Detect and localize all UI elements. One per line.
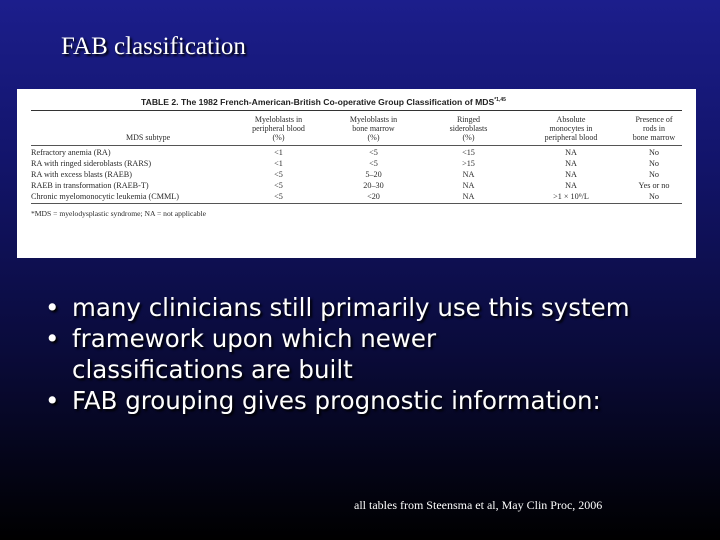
table-cell: <15 bbox=[462, 148, 475, 157]
table-cell: NA bbox=[565, 148, 577, 157]
table-cell: <5 bbox=[274, 192, 283, 201]
table-cell: NA bbox=[565, 170, 577, 179]
table-header-line: Absolute bbox=[556, 115, 586, 124]
table-row bbox=[31, 191, 682, 202]
mds-subtype-cell: RA with ringed sideroblasts (RARS) bbox=[31, 159, 152, 168]
table-header-line: (%) bbox=[367, 133, 380, 142]
slide-title: FAB classification bbox=[61, 33, 246, 60]
table-cell: 5–20 bbox=[365, 170, 382, 179]
table-header-line: sideroblasts bbox=[449, 124, 488, 133]
table-header-line: (%) bbox=[272, 133, 285, 142]
table-cell: <5 bbox=[274, 170, 283, 179]
table-cell: No bbox=[648, 170, 659, 179]
table-header-cell bbox=[421, 115, 516, 142]
table-header-cell bbox=[516, 115, 626, 142]
table-header-cell bbox=[326, 115, 421, 142]
bullet-dot-icon: • bbox=[45, 386, 60, 415]
table-row bbox=[31, 180, 682, 191]
table-caption-sup: *1,45 bbox=[494, 97, 506, 104]
table-header-cell bbox=[31, 133, 231, 142]
table-header-cell bbox=[626, 115, 682, 142]
table-header-line: monocytes in bbox=[549, 124, 593, 133]
table-header-line: Ringed bbox=[456, 115, 481, 124]
table-footnote: *MDS = myelodysplastic syndrome; NA = not applicable bbox=[31, 209, 206, 218]
bullet-list bbox=[45, 292, 710, 416]
table-header-line: bone marrow bbox=[352, 124, 395, 133]
bullet-line: framework upon which newer bbox=[72, 324, 437, 353]
table-header-line: bone marrow bbox=[632, 133, 676, 142]
table-header-line: (%) bbox=[462, 133, 475, 142]
bullet-line: FAB grouping gives prognostic information: bbox=[72, 386, 601, 415]
mds-subtype-cell: RA with excess blasts (RAEB) bbox=[31, 170, 132, 179]
table-cell: >1 × 10⁹/L bbox=[553, 192, 589, 201]
table-cell: NA bbox=[462, 192, 475, 201]
table-cell: NA bbox=[462, 170, 475, 179]
table-cell: <5 bbox=[369, 159, 378, 168]
table-cell: >15 bbox=[462, 159, 475, 168]
table-cell: 20–30 bbox=[363, 181, 384, 190]
table-cell: <1 bbox=[274, 159, 283, 168]
table-cell: NA bbox=[565, 181, 577, 190]
table-caption-text: TABLE 2. The 1982 French-American-British Co-operative Group Classification of MDS bbox=[141, 97, 495, 107]
bullet-text bbox=[72, 386, 601, 415]
bullet-line: classifications are built bbox=[72, 355, 353, 384]
table-cell: No bbox=[648, 192, 659, 201]
table-header-line: Presence of bbox=[635, 115, 673, 124]
table-header-line: Myeloblasts in bbox=[254, 115, 303, 124]
bullet-text bbox=[72, 293, 630, 322]
mds-subtype-cell: Chronic myelomonocytic leukemia (CMML) bbox=[31, 192, 180, 201]
table-cell: <1 bbox=[274, 148, 283, 157]
table-caption bbox=[31, 97, 682, 107]
bullet-item bbox=[45, 323, 710, 385]
table-header-line: Myeloblasts in bbox=[349, 115, 398, 124]
table-cell: NA bbox=[565, 159, 577, 168]
table-header-line: peripheral blood bbox=[544, 133, 598, 142]
table-row bbox=[31, 169, 682, 180]
table-header-line: MDS subtype bbox=[126, 133, 171, 142]
table-row bbox=[31, 147, 682, 158]
bullet-dot-icon: • bbox=[45, 293, 60, 322]
bullet-dot-icon: • bbox=[45, 324, 60, 353]
table-cell: Yes or no bbox=[638, 181, 670, 190]
table-cell: <20 bbox=[367, 192, 380, 201]
bullet-line: many clinicians still primarily use this system bbox=[72, 293, 630, 322]
table-cell: <5 bbox=[274, 181, 283, 190]
fab-classification-table bbox=[17, 89, 696, 258]
table-header-line: peripheral blood bbox=[252, 124, 305, 133]
mds-subtype-cell: RAEB in transformation (RAEB-T) bbox=[31, 181, 149, 190]
mds-subtype-cell: Refractory anemia (RA) bbox=[31, 148, 111, 157]
table-cell: NA bbox=[462, 181, 475, 190]
source-credit: all tables from Steensma et al, May Clin Proc, 2006 bbox=[354, 498, 603, 512]
table-cell: No bbox=[648, 148, 659, 157]
table-header-cell bbox=[231, 115, 326, 142]
bullet-item bbox=[45, 385, 710, 416]
table-body bbox=[31, 146, 682, 203]
bullet-item bbox=[45, 292, 710, 323]
bullet-text bbox=[72, 324, 436, 384]
table-header-row bbox=[31, 111, 682, 145]
table-header-line: rods in bbox=[643, 124, 665, 133]
table-row bbox=[31, 158, 682, 169]
table-cell: <5 bbox=[369, 148, 378, 157]
table-cell: No bbox=[648, 159, 659, 168]
